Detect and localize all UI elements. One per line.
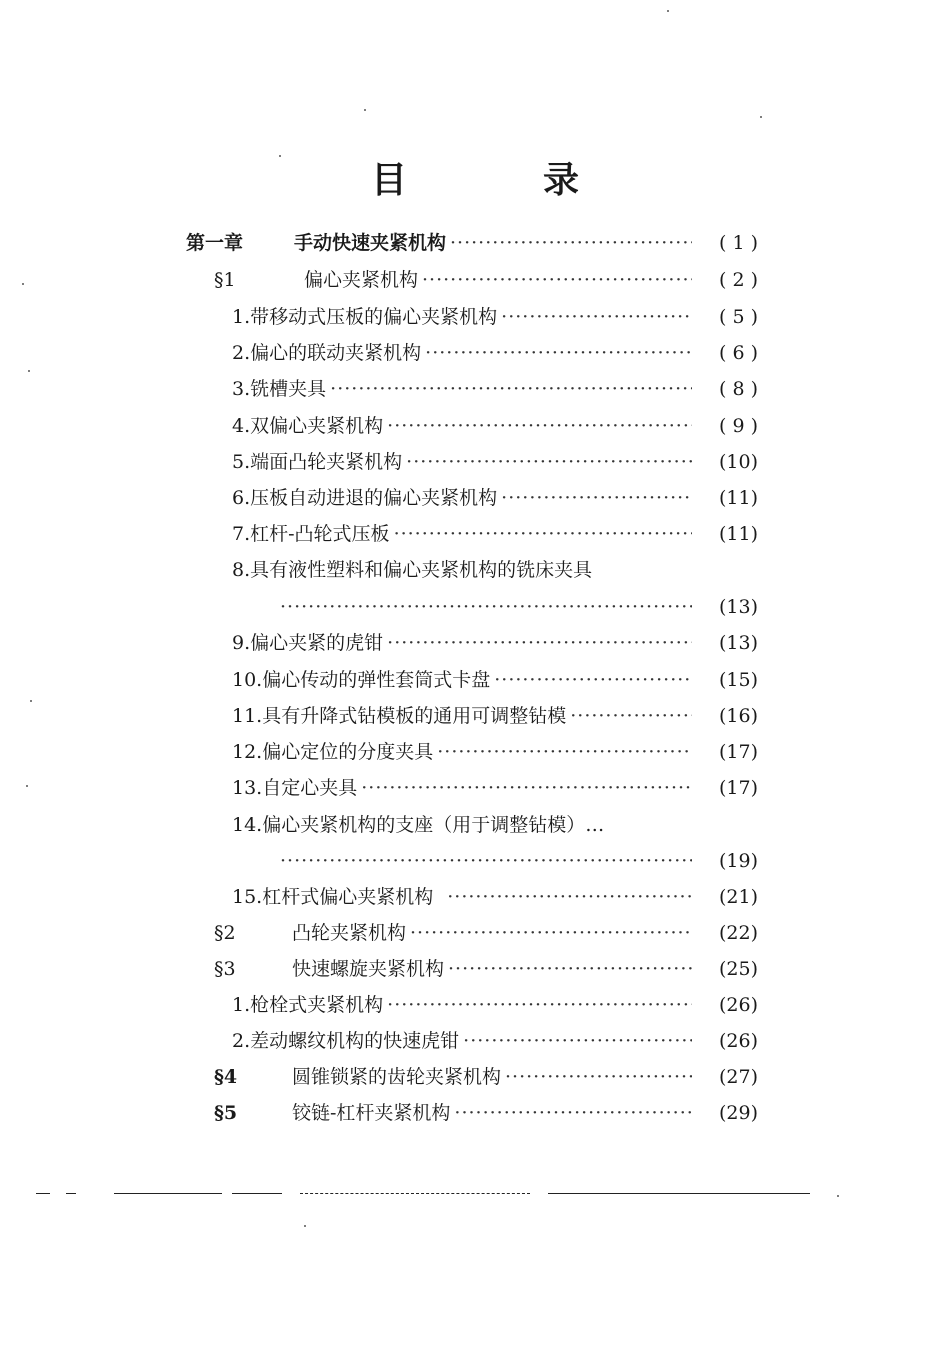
toc-entry-title: 具有升降式钻模板的通用可调整钻模 bbox=[262, 705, 567, 727]
toc-entry-item[interactable] bbox=[232, 773, 758, 803]
toc-entry-page: (11) bbox=[718, 523, 758, 545]
dot-leader bbox=[463, 1026, 692, 1056]
dot-leader bbox=[330, 374, 692, 404]
dot-leader bbox=[387, 990, 692, 1020]
scan-speck bbox=[760, 116, 762, 118]
toc-entry-number: §5 bbox=[214, 1102, 238, 1124]
dot-leader bbox=[280, 592, 692, 622]
toc-entry-number: 7. bbox=[232, 523, 251, 545]
toc-entry-number: 2. bbox=[232, 1030, 251, 1052]
toc-entry-number: 3. bbox=[232, 378, 251, 400]
toc-entry-title: 压板自动进退的偏心夹紧机构 bbox=[250, 487, 498, 509]
toc-entry-number: §2 bbox=[214, 922, 236, 944]
dot-leader bbox=[406, 447, 692, 477]
toc-entry-page: (13) bbox=[718, 596, 758, 618]
dot-leader bbox=[387, 628, 692, 658]
page-title: 目 录 bbox=[370, 159, 629, 201]
scan-rule-fragment bbox=[114, 1193, 222, 1194]
toc-entry-title: 双偏心夹紧机构 bbox=[250, 415, 384, 437]
dot-leader bbox=[361, 773, 692, 803]
toc-entry-number: 1. bbox=[232, 306, 251, 328]
dot-leader bbox=[387, 411, 692, 441]
toc-entry-number: 8. bbox=[232, 559, 251, 581]
toc-entry-page: ( 6 ) bbox=[719, 342, 758, 364]
toc-entry-page: ( 5 ) bbox=[719, 306, 758, 328]
toc-entry-page: (29) bbox=[718, 1102, 758, 1124]
toc-entry-page: (11) bbox=[718, 487, 758, 509]
toc-entry-title: 铰链-杠杆夹紧机构 bbox=[292, 1102, 451, 1124]
toc-entry-page: (17) bbox=[718, 741, 758, 763]
toc-entry-number: 4. bbox=[232, 415, 251, 437]
toc-entry-title: 铣槽夹具 bbox=[250, 378, 327, 400]
toc-entry-page: ( 1 ) bbox=[719, 232, 758, 254]
toc-entry-title: 具有液性塑料和偏心夹紧机构的铣床夹具 bbox=[250, 559, 593, 581]
dot-leader bbox=[410, 918, 692, 948]
toc-entry-item[interactable] bbox=[232, 1026, 758, 1056]
toc-entry-page: (10) bbox=[718, 451, 758, 473]
toc-entry-number: 2. bbox=[232, 342, 251, 364]
scan-speck bbox=[30, 700, 32, 702]
toc-entry-number: §3 bbox=[214, 958, 236, 980]
scan-rule-fragment bbox=[300, 1193, 530, 1194]
toc-entry-item[interactable] bbox=[232, 338, 758, 368]
dot-leader bbox=[422, 265, 692, 295]
toc-entry-item[interactable] bbox=[232, 411, 758, 441]
toc-entry-page: (19) bbox=[718, 850, 758, 872]
toc-entry-section-2[interactable] bbox=[214, 918, 758, 948]
toc-entry-number: 6. bbox=[232, 487, 251, 509]
toc-entry-title: 偏心定位的分度夹具 bbox=[262, 741, 434, 763]
toc-entry-title: 凸轮夹紧机构 bbox=[292, 922, 407, 944]
scan-speck bbox=[22, 283, 24, 285]
toc-entry-number: §1 bbox=[214, 269, 236, 291]
toc-entry-number: §4 bbox=[214, 1066, 238, 1088]
scan-rule-fragment bbox=[66, 1193, 76, 1194]
toc-entry-title: 偏心夹紧的虎钳 bbox=[250, 632, 384, 654]
toc-entry-section-5[interactable] bbox=[214, 1098, 758, 1128]
toc-entry-title: 快速螺旋夹紧机构 bbox=[292, 958, 445, 980]
toc-entry-continuation[interactable] bbox=[280, 592, 758, 622]
toc-entry-title: 偏心夹紧机构的支座（用于调整钻模）… bbox=[262, 814, 605, 836]
toc-entry-item[interactable] bbox=[232, 447, 758, 477]
toc-entry-page: (16) bbox=[718, 705, 758, 727]
toc-entry-page: (17) bbox=[718, 777, 758, 799]
toc-entry-item[interactable] bbox=[232, 302, 758, 332]
toc-entry-number: 12. bbox=[232, 741, 263, 763]
toc-entry-page: (27) bbox=[718, 1066, 758, 1088]
dot-leader bbox=[501, 302, 692, 332]
scan-speck bbox=[279, 155, 281, 157]
dot-leader bbox=[394, 519, 692, 549]
dot-leader bbox=[448, 954, 692, 984]
dot-leader bbox=[450, 228, 692, 258]
scan-speck bbox=[304, 1225, 306, 1227]
toc-entry-title: 带移动式压板的偏心夹紧机构 bbox=[250, 306, 498, 328]
toc-entry-number: 9. bbox=[232, 632, 251, 654]
toc-entry-number: 15. bbox=[232, 886, 263, 908]
dot-leader bbox=[505, 1062, 692, 1092]
scan-speck bbox=[837, 1195, 839, 1197]
toc-entry-title: 偏心夹紧机构 bbox=[304, 269, 419, 291]
toc-entry-number: 14. bbox=[232, 814, 263, 836]
toc-entry-item[interactable] bbox=[232, 701, 758, 731]
toc-entry-item[interactable] bbox=[232, 374, 758, 404]
toc-entry-item[interactable] bbox=[232, 665, 758, 695]
toc-entry-title: 自定心夹具 bbox=[262, 777, 358, 799]
toc-entry-page: (22) bbox=[718, 922, 758, 944]
dot-leader bbox=[501, 483, 692, 513]
toc-entry-number: 10. bbox=[232, 669, 263, 691]
scan-speck bbox=[28, 370, 30, 372]
toc-entry-number: 5. bbox=[232, 451, 251, 473]
scan-speck bbox=[26, 785, 28, 787]
toc-entry-page: ( 9 ) bbox=[719, 415, 758, 437]
dot-leader bbox=[494, 665, 692, 695]
toc-entry-title: 圆锥锁紧的齿轮夹紧机构 bbox=[292, 1066, 502, 1088]
dot-leader bbox=[447, 882, 692, 912]
toc-entry-page: (25) bbox=[718, 958, 758, 980]
toc-entry-title: 差动螺纹机构的快速虎钳 bbox=[250, 1030, 460, 1052]
dot-leader bbox=[280, 846, 692, 876]
toc-entry-number: 13. bbox=[232, 777, 263, 799]
toc-entry-item-wrapped[interactable] bbox=[232, 555, 592, 585]
toc-entry-page: ( 8 ) bbox=[719, 378, 758, 400]
toc-entry-item-wrapped[interactable] bbox=[232, 810, 604, 840]
toc-entry-title: 杠杆式偏心夹紧机构 bbox=[262, 886, 434, 908]
toc-entry-chapter-1[interactable] bbox=[186, 228, 758, 258]
toc-entry-page: (26) bbox=[718, 994, 758, 1016]
scan-rule-fragment bbox=[36, 1193, 50, 1194]
toc-entry-item[interactable] bbox=[232, 519, 758, 549]
toc-entry-title: 手动快速夹紧机构 bbox=[294, 232, 447, 254]
toc-entry-number: 11. bbox=[232, 705, 263, 727]
dot-leader bbox=[454, 1098, 692, 1128]
toc-entry-number: 1. bbox=[232, 994, 251, 1016]
toc-entry-page: (13) bbox=[718, 632, 758, 654]
toc-entry-title: 端面凸轮夹紧机构 bbox=[250, 451, 403, 473]
toc-entry-number: 第一章 bbox=[186, 232, 244, 254]
toc-entry-section-4[interactable] bbox=[214, 1062, 758, 1092]
toc-entry-title: 偏心传动的弹性套筒式卡盘 bbox=[262, 669, 491, 691]
toc-entry-item[interactable] bbox=[232, 737, 758, 767]
toc-entry-section-3[interactable] bbox=[214, 954, 758, 984]
dot-leader bbox=[437, 737, 692, 767]
toc-entry-item[interactable] bbox=[232, 990, 758, 1020]
toc-entry-item[interactable] bbox=[232, 882, 758, 912]
toc-entry-continuation[interactable] bbox=[280, 846, 758, 876]
toc-entry-page: (15) bbox=[718, 669, 758, 691]
toc-entry-page: (26) bbox=[718, 1030, 758, 1052]
toc-entry-title: 偏心的联动夹紧机构 bbox=[250, 342, 422, 364]
dot-leader bbox=[570, 701, 692, 731]
dot-leader bbox=[425, 338, 692, 368]
toc-entry-title: 枪栓式夹紧机构 bbox=[250, 994, 384, 1016]
toc-entry-page: (21) bbox=[718, 886, 758, 908]
toc-entry-title: 杠杆-凸轮式压板 bbox=[250, 523, 390, 545]
toc-entry-item[interactable] bbox=[232, 628, 758, 658]
toc-entry-section-1[interactable] bbox=[214, 265, 758, 295]
scan-speck bbox=[364, 109, 366, 111]
toc-entry-item[interactable] bbox=[232, 483, 758, 513]
toc-entry-page: ( 2 ) bbox=[719, 269, 758, 291]
scan-speck bbox=[667, 10, 669, 12]
scan-rule-fragment bbox=[232, 1193, 282, 1194]
scan-rule-fragment bbox=[548, 1193, 810, 1194]
